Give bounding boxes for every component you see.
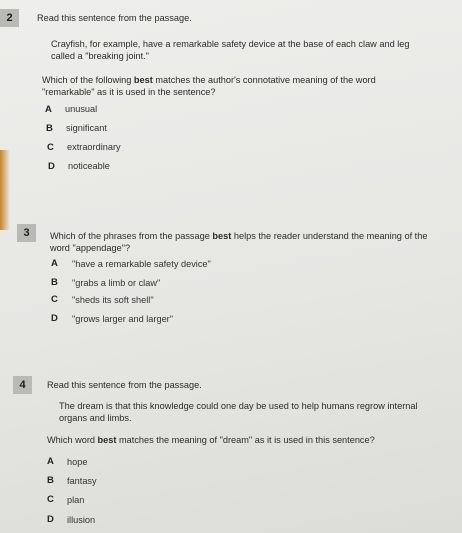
option-text: illusion [67,515,96,525]
option-letter: C [47,142,54,153]
option-letter: A [45,104,52,115]
question-stem-line-1: Which of the following best matches the author's connotative meaning of the word [42,75,376,85]
question-number: 3 [17,224,36,242]
question-stem-line-1: Which of the phrases from the passage best helps the reader understand the meaning of the [50,231,428,241]
option-text: "grabs a limb or claw" [72,278,161,288]
passage-quote-line-2: organs and limbs. [59,413,132,423]
option-letter: D [51,313,58,324]
option-text: "grows larger and larger" [72,314,173,324]
option-text: fantasy [67,476,97,486]
option-text: unusual [65,104,98,114]
option-text: noticeable [68,161,110,171]
option-text: extraordinary [67,142,121,152]
passage-quote-line-2: called a "breaking joint." [51,51,149,61]
question-number: 4 [13,376,32,394]
option-letter: A [51,258,58,269]
option-text: hope [67,457,88,467]
option-letter: B [46,123,53,134]
option-letter: B [47,475,54,486]
question-number: 2 [0,9,19,27]
question-stem-line-2: word "appendage"? [50,243,131,253]
option-text: "sheds its soft shell" [72,295,154,305]
page-edge-shadow [0,150,10,230]
option-letter: B [51,277,58,288]
question-intro: Read this sentence from the passage. [47,380,202,390]
option-letter: D [47,514,54,525]
option-letter: D [48,161,55,172]
question-stem-line-2: "remarkable" as it is used in the sentence? [42,87,216,97]
option-letter: A [47,456,54,467]
option-letter: C [47,494,54,505]
passage-quote-line-1: The dream is that this knowledge could one day be used to help humans regrow internal [59,401,418,411]
question-stem: Which word best matches the meaning of "dream" as it is used in this sentence? [47,435,375,445]
question-intro: Read this sentence from the passage. [37,13,192,23]
option-text: significant [66,123,107,133]
option-text: plan [67,495,85,505]
passage-quote-line-1: Crayfish, for example, have a remarkable safety device at the base of each claw and leg [51,39,410,49]
option-letter: C [51,294,58,305]
option-text: "have a remarkable safety device" [72,259,211,269]
